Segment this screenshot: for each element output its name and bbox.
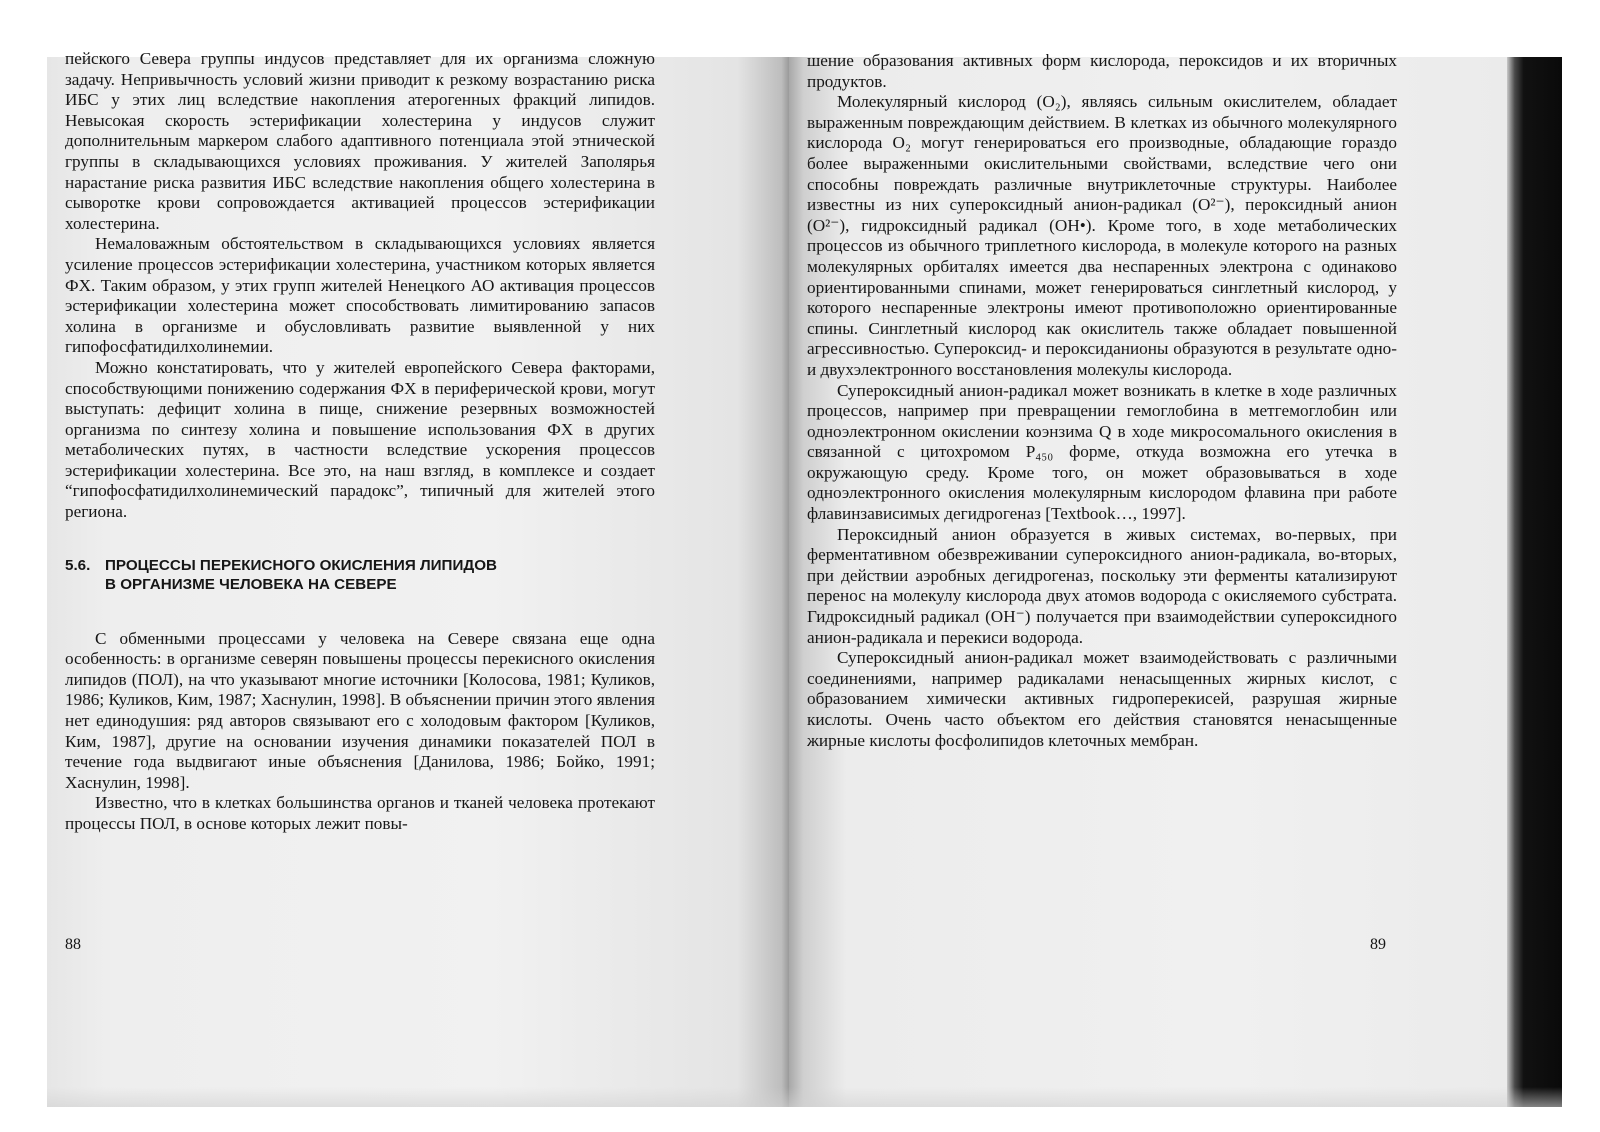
paragraph: Известно, что в клетках большинства органов и тканей человека протекают процессы ПОЛ, в основе которых лежит повы- (65, 793, 655, 833)
paragraph: С обменными процессами у человека на Севере связана еще одна особенность: в организме северян повышены процессы перекисного окисления липидов (ПОЛ), на что указывают многие источники [Колосова, 1981; Куликов, 1986; Куликов, Ким, 1987; Хаснулин, 1998]. В объяснении причин этого явления нет единодушия: ряд авторов связывают его с холодовым фактором [Куликов, Ким, 1987], другие на основании изучения динамики показателей ПОЛ в течение года выдвигают иные объяснения [Данилова, 1986; Бойко, 1991; Хаснулин, 1998]. (65, 628, 655, 792)
paragraph: Немаловажным обстоятельством в складывающихся условиях является усиление процессов эстерификации холестерина, участником которых является ФХ. Таким образом, у этих групп жителей Ненецкого АО активация процессов эстерификации холестерина может способствовать лимитированию запасов холина в организме и обусловливать развитие выявленной у них гипофосфатидилхолинемии. (65, 234, 655, 357)
section-title-line-1: ПРОЦЕССЫ ПЕРЕКИСНОГО ОКИСЛЕНИЯ ЛИПИДОВ (105, 556, 497, 574)
page-bottom-shadow (47, 1087, 1562, 1107)
paragraph: Молекулярный кислород (O₂), являясь сильным окислителем, обладает выраженным повреждающим действием. В клетках из обычного молекулярного кислорода O₂ могут генерироваться его производные, обладающие гораздо более выраженными окислительными свойствами, вследствие чего они способны повреждать различные внутриклеточные структуры. Наиболее известны из них супероксидный анион-радикал (O²⁻), пероксидный анион (O²⁻), гидроксидный радикал (OH•). Кроме того, в ходе метаболических процессов из обычного триплетного кислорода, в молекуле которого на разных молекулярных орбиталях имеется два неспаренных электрона с одинаково ориентированными спинами, может генерироваться синглетный кислород, у которого неспаренные электроны имеют противоположно ориентированные спины. Синглетный кислород как окислитель также обладает повышенной агрессивностью. Супероксид- и пероксиданионы образуются в результате одно- и двухэлектронного восстановления молекулы кислорода. (807, 92, 1397, 379)
section-heading (65, 556, 655, 594)
page-number-right: 89 (1370, 936, 1386, 953)
section-title-line-2: В ОРГАНИЗМЕ ЧЕЛОВЕКА НА СЕВЕРЕ (105, 575, 397, 593)
right-page-text (807, 51, 1397, 751)
paragraph: Супероксидный анион-радикал может возникать в клетке в ходе различных процессов, например при превращении гемоглобина в метгемоглобин или одноэлектронном окислении коэнзима Q в ходе микросомального окисления в связанной с цитохромом P₄₅₀ форме, откуда возможна его утечка в окружающую среду. Кроме того, он может образовываться в ходе одноэлектронного окисления молекулярным кислородом флавина при работе флавинзависимых дегидрогеназ [Textbook…, 1997]. (807, 380, 1397, 524)
left-page-text (65, 49, 655, 835)
paragraph: Можно констатировать, что у жителей европейского Севера факторами, способствующими понижению содержания ФХ в периферической крови, могут выступать: дефицит холина в пище, снижение резервных возможностей организма по синтезу холина и повышение использования ФХ в других метаболических путях, в частности вследствие ускорения процессов эстерификации холестерина. Все это, на наш взгляд, в комплексе и создает “гипофосфатидилхолинемический парадокс”, типичный для жителей этого региона. (65, 357, 655, 522)
paragraph: шение образования активных форм кислорода, пероксидов и их вторичных продуктов. (807, 51, 1397, 91)
paragraph: Супероксидный анион-радикал может взаимодействовать с различными соединениями, например радикалами ненасыщенных жирных кислот, с образованием химически активных гидроперекисей, разрушая жирные кислоты. Очень часто объектом его действия становятся ненасыщенные жирные кислоты фосфолипидов клеточных мембран. (807, 648, 1397, 750)
book-edge (1507, 57, 1562, 1107)
page-number-left: 88 (65, 936, 81, 953)
paragraph: Пероксидный анион образуется в живых системах, во-первых, при ферментативном обезвреживании супероксидного анион-радикала, во-вторых, при действии аэробных дегидрогеназ, поскольку эти ферменты катализируют перенос на молекулу кислорода двух атомов водорода с окисляемого субстрата. Гидроксидный радикал (OH⁻) получается при взаимодействии супероксидного анион-радикала и перекиси водорода. (807, 524, 1397, 647)
section-number: 5.6. (65, 556, 91, 574)
paragraph: пейского Севера группы индусов представляет для их организма сложную задачу. Непривычность условий жизни приводит к резкому возрастанию риска ИБС у этих лиц вследствие накопления атерогенных фракций липидов. Невысокая скорость эстерификации холестерина у индусов служит дополнительным маркером слабого адаптивного потенциала этой этнической группы в складывающихся условиях проживания. У жителей Заполярья нарастание риска развития ИБС вследствие накопления общего холестерина в сыворотке крови сопровождается активацией процессов эстерификации холестерина. (65, 49, 655, 233)
